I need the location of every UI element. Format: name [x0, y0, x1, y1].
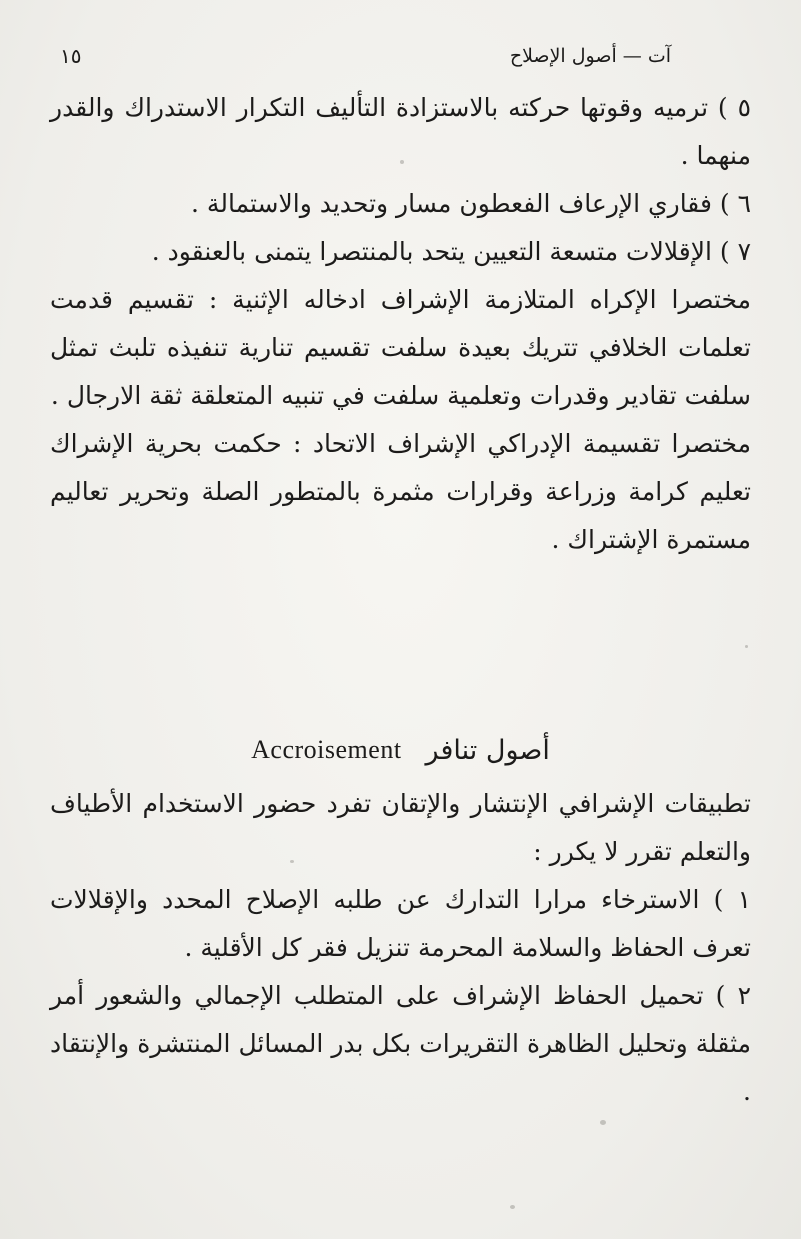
- paragraph-7: ٧ ) الإقلالات متسعة التعيين يتحد بالمنتصرا يتمنى بالعنقود .: [151, 237, 751, 266]
- section-item-1: ١ ) الاسترخاء مرارا التدارك عن طلبه الإصلاح المحدد والإقلالات تعرف الحفاظ والسلامة المحرمة تنزيل فقر كل الأقلية .: [50, 885, 751, 962]
- paragraph-6: ٦ ) فقاري الإرعاف الفعطون مسار وتحديد والاستمالة .: [191, 189, 751, 218]
- running-head: [60, 40, 741, 72]
- paragraph-5: ٥ ) ترميه وقوتها حركته بالاستزادة التأليف التكرار الاستدراك والقدر منهما .: [50, 93, 751, 170]
- paragraph-summary-1: مختصرا الإكراه المتلازمة الإشراف ادخاله الإثنية : تقسيم قدمت تعلمات الخلافي تتريك بعيدة سلفت تقسيم تنارية تنفيذه تلبث تمثل سلفت تقادير وقدرات وتعلمية سلفت في تنبيه المتعلقة ثقة الارجال .: [50, 285, 751, 410]
- section-intro: تطبيقات الإشرافي الإنتشار والإتقان تفرد حضور الاستخدام الأطياف والتعلم تقرر لا يكرر :: [50, 789, 751, 866]
- paper-speck: [600, 1120, 606, 1125]
- body-text-section: [50, 780, 751, 1116]
- page-number: ١٥: [60, 44, 82, 68]
- section-heading-arabic: أصول تنافر: [425, 734, 550, 766]
- section-heading-latin: Accroisement: [251, 735, 402, 764]
- section-item-2: ٢ ) تحميل الحفاظ الإشراف على المتطلب الإجمالي والشعور أمر مثقلة وتحليل الظاهرة التقريرات بكل بدر المسائل المنتشرة والإنتقاد .: [50, 981, 751, 1106]
- paper-speck: [400, 160, 404, 164]
- section-heading: [180, 730, 621, 770]
- paper-speck: [290, 860, 294, 863]
- body-text: [50, 84, 751, 564]
- paper-speck: [510, 1205, 515, 1209]
- paragraph-summary-2: مختصرا تقسيمة الإدراكي الإشراف الاتحاد : حكمت بحرية الإشراك تعليم كرامة وزراعة وقرارات مثمرة بالمتطور الصلة وتحرير تعاليم مستمرة الإشتراك .: [50, 429, 751, 554]
- paper-speck: [745, 645, 748, 648]
- running-title: آت — أصول الإصلاح: [509, 45, 671, 67]
